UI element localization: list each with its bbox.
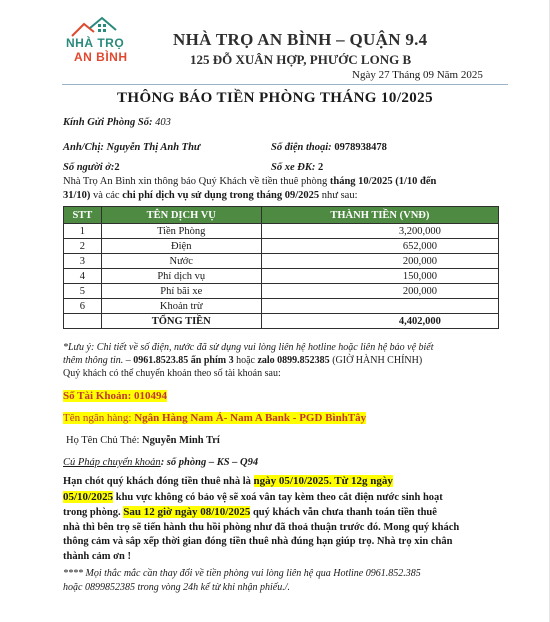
syntax-line [63, 456, 258, 470]
row-stt: 6 [64, 299, 102, 314]
house-icon [70, 16, 126, 38]
row-service: Tiền Phòng [101, 224, 261, 239]
table-row [64, 299, 499, 314]
deadline-date-2: 05/10/2025 [63, 490, 114, 503]
bank-line [63, 411, 366, 425]
row-amount: 150,000 [261, 269, 498, 284]
total-stt [64, 314, 102, 329]
logo-text-top: NHÀ TRỌ [66, 36, 125, 50]
intro-service-period: chi phí dịch vụ sử dụng trong tháng 09/2025 [122, 190, 320, 201]
note-line-1: *Lưu ý: Chi tiết về số điện, nước đã sử dụng vui lòng liên hệ hotline hoặc liên hệ bảo vệ biết [63, 342, 434, 353]
table-row [64, 224, 499, 239]
total-label: TỔNG TIỀN [101, 314, 261, 329]
company-name: NHÀ TRỌ AN BÌNH – QUẬN 9.4 [173, 30, 428, 49]
bank-account: Số Tài Khoản: 010494 [63, 390, 168, 402]
deadline-paragraph [63, 474, 509, 564]
row-amount: 200,000 [261, 254, 498, 269]
footer-note [63, 567, 509, 595]
row-service: Phí dịch vụ [101, 269, 261, 284]
bank-label: Tên ngân hàng: [63, 412, 135, 424]
intro-text-2: và các [90, 190, 123, 201]
owner-line [66, 434, 220, 448]
bank-name: Ngân Hàng Nam Á- Nam A Bank - PGD BìnhTây [134, 412, 367, 424]
intro-text-1: Nhà Trọ An Bình xin thông báo Quý Khách về tiền thuê phòng [63, 176, 330, 187]
row-amount: 652,000 [261, 239, 498, 254]
table-row [64, 269, 499, 284]
phone-line [271, 141, 387, 155]
deadline-text-g: quý khách vẫn chưa thanh toán tiền thuê [250, 507, 437, 518]
vehicles-count: 2 [317, 162, 324, 173]
row-service: Điện [101, 239, 261, 254]
syntax-label: Cú Pháp chuyển khoản [63, 457, 161, 468]
tenant-line [63, 141, 200, 155]
tenant-label: Anh/Chị: [63, 142, 104, 153]
footer-line-1: **** Mọi thắc mắc cần thay đổi về tiền phòng vui lòng liên hệ qua Hotline 0961.852.385 [63, 568, 421, 579]
total-amount: 4,402,000 [261, 314, 498, 329]
company-address: 125 ĐỖ XUÂN HỢP, PHƯỚC LONG B [190, 52, 412, 67]
row-amount: 200,000 [261, 284, 498, 299]
room-number: 403 [155, 117, 171, 128]
row-stt: 4 [64, 269, 102, 284]
row-stt: 3 [64, 254, 102, 269]
intro-period-end: 31/10) [63, 190, 91, 201]
final-deadline: Sau 12 giờ ngày 08/10/2025 [123, 506, 251, 518]
owner-label: Họ Tên Chủ Thẻ: [66, 435, 143, 446]
occupants-count: 2 [114, 162, 120, 173]
intro-paragraph [63, 175, 508, 203]
vehicles-line [271, 161, 323, 175]
row-amount: 3,200,000 [261, 224, 498, 239]
phone-label: Số điện thoại: [271, 142, 332, 153]
table-row [64, 284, 499, 299]
row-stt: 1 [64, 224, 102, 239]
vehicles-label: Số xe ĐK: [271, 162, 316, 173]
tenant-name: Nguyễn Thị Anh Thư [106, 142, 201, 153]
zalo-number: zalo 0899.852385 [257, 355, 330, 366]
room-label: Kính Gửi Phòng Số: [63, 117, 153, 128]
hotline-number: 0961.8523.85 ấn phím 3 [133, 355, 234, 366]
deadline-text-h: nhà thì bên trọ sẽ tiến hành thu hồi phòng như đã thoả thuận trước đó. Mong quý khách [63, 521, 460, 533]
col-amount: THÀNH TIỀN (VNĐ) [261, 207, 498, 224]
logo [62, 16, 134, 72]
row-service: Khoản trừ [101, 299, 261, 314]
note-paragraph [63, 341, 508, 380]
deadline-text-e: trong phòng. [63, 507, 124, 518]
row-stt: 5 [64, 284, 102, 299]
note-line-3: Quý khách có thể chuyển khoản theo số tài khoản sau: [63, 368, 281, 379]
table-row [64, 254, 499, 269]
row-service: Nước [101, 254, 261, 269]
deadline-date: ngày 05/10/2025. Từ 12g ngày [253, 475, 393, 487]
issue-date: Ngày 27 Tháng 09 Năm 2025 [352, 69, 483, 81]
deadline-text-d: khu vực không có bảo vệ sẽ xoá vân tay kèm theo cắt điện nước sinh hoạt [113, 491, 443, 503]
deadline-text-a: Hạn chót quý khách đóng tiền thuê nhà là [63, 476, 254, 487]
intro-period: tháng 10/2025 (1/10 đến [329, 176, 437, 187]
intro-text-3: như sau: [319, 190, 358, 201]
col-service: TÊN DỊCH VỤ [101, 207, 261, 224]
logo-text-bottom: AN BÌNH [74, 50, 128, 64]
row-stt: 2 [64, 239, 102, 254]
phone-number: 0978938478 [334, 142, 387, 153]
footer-line-2: hoặc 0899852385 trong vòng 24h kể từ khi nhận phiếu./. [63, 582, 290, 593]
occupants-line [63, 161, 120, 175]
deadline-text-j: thành cảm ơn ! [63, 550, 131, 562]
office-hours: (GIỜ HÀNH CHÍNH) [329, 355, 423, 366]
room-line [63, 116, 171, 130]
deadline-text-i: thông cảm và sắp xếp thời gian đóng tiền thuê nhà đúng hạn giúp trọ. Nhà trọ xin chân [63, 536, 453, 547]
fee-table-header [64, 207, 499, 224]
account-line [63, 389, 167, 403]
header-divider [62, 84, 508, 85]
note-line-2a: thêm thông tin. – [63, 355, 134, 366]
syntax-value: : số phòng – KS – Q94 [160, 457, 259, 468]
document-title: THÔNG BÁO TIỀN PHÒNG THÁNG 10/2025 [116, 90, 433, 106]
owner-name: Nguyễn Minh Trí [142, 435, 220, 446]
total-row [64, 314, 499, 329]
row-amount [261, 299, 498, 314]
note-line-2c: hoặc [233, 355, 258, 366]
row-service: Phí bãi xe [101, 284, 261, 299]
table-row [64, 239, 499, 254]
fee-table [63, 206, 499, 329]
col-stt: STT [64, 207, 102, 224]
occupants-label: Số người ở: [63, 162, 115, 173]
